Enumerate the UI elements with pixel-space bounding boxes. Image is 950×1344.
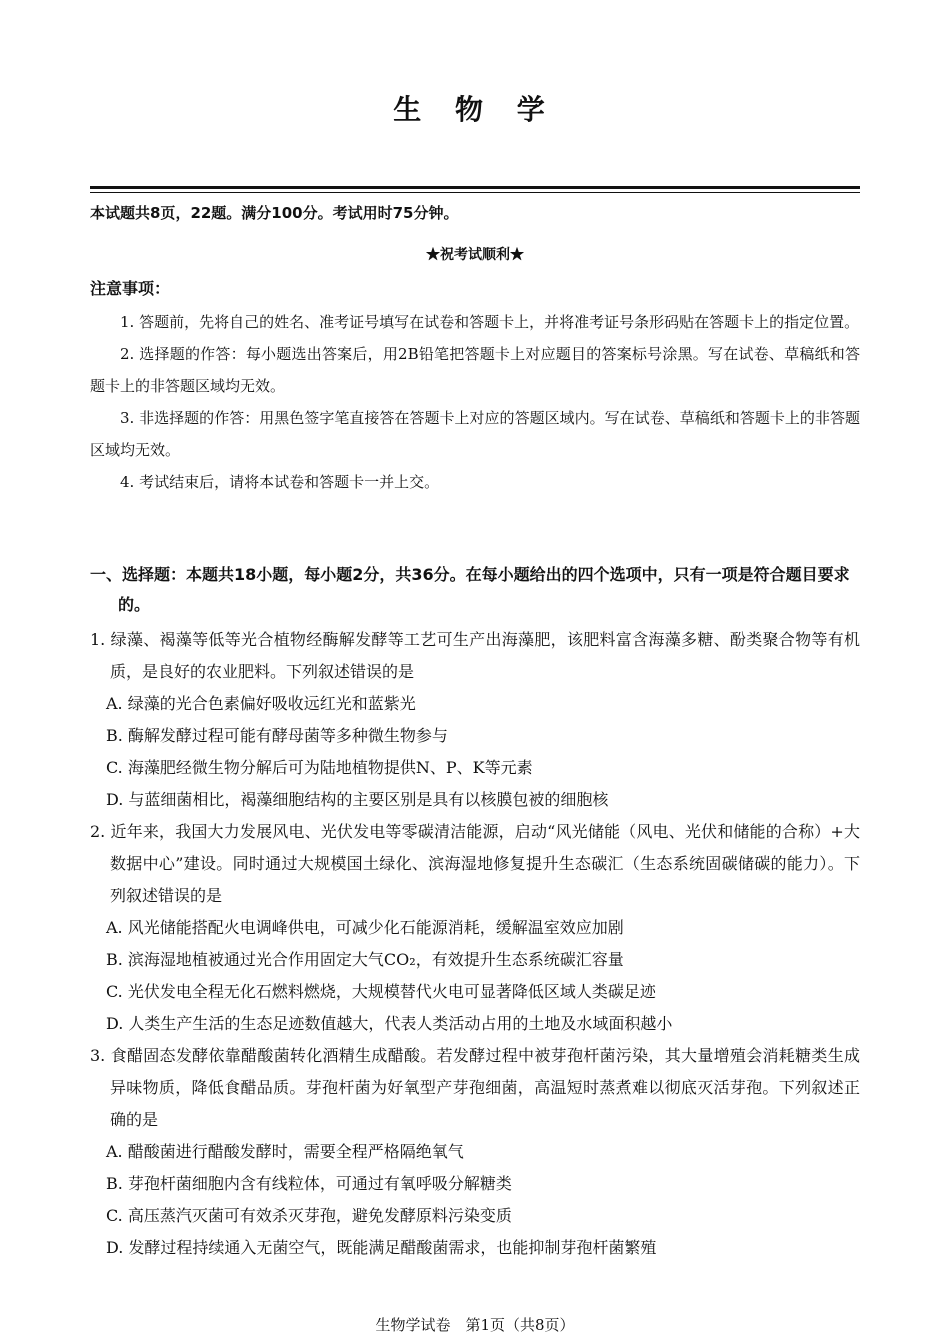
page-footer: 生物学试卷 第1页（共8页） — [375, 1316, 575, 1334]
question-list — [90, 624, 860, 1264]
notice-heading: 注意事项： — [90, 279, 171, 298]
option-c: C. 高压蒸汽灭菌可有效杀灭芽孢，避免发酵原料污染变质 — [106, 1206, 512, 1225]
question-1 — [90, 624, 860, 816]
option-a: A. 绿藻的光合色素偏好吸收远红光和蓝紫光 — [106, 694, 416, 713]
option-b: B. 芽孢杆菌细胞内含有线粒体，可通过有氧呼吸分解糖类 — [106, 1174, 512, 1193]
exam-info: 本试题共8页，22题。满分100分。考试用时75分钟。 — [90, 204, 459, 222]
notice-item: 2. 选择题的作答：每小题选出答案后，用2B铅笔把答题卡上对应题目的答案标号涂黑。写在试卷、草稿纸和答题卡上的非答题区域均无效。 — [90, 345, 860, 395]
notice-item: 4. 考试结束后，请将本试卷和答题卡一并上交。 — [120, 473, 440, 491]
question-2 — [90, 816, 860, 1040]
option-c: C. 海藻肥经微生物分解后可为陆地植物提供N、P、K等元素 — [106, 758, 533, 777]
option-d: D. 发酵过程持续通入无菌空气，既能满足醋酸菌需求，也能抑制芽孢杆菌繁殖 — [106, 1238, 657, 1257]
header-rule-thin — [90, 192, 860, 193]
question-stem: 1. 绿藻、褐藻等低等光合植物经酶解发酵等工艺可生产出海藻肥，该肥料富含海藻多糖、酚类聚合物等有机质，是良好的农业肥料。下列叙述错误的是 — [90, 630, 860, 681]
page-title: 生 物 学 — [393, 93, 557, 126]
option-c: C. 光伏发电全程无化石燃料燃烧，大规模替代火电可显著降低区域人类碳足迹 — [106, 982, 656, 1001]
option-d: D. 与蓝细菌相比，褐藻细胞结构的主要区别是具有以核膜包被的细胞核 — [106, 790, 609, 809]
option-a: A. 风光储能搭配火电调峰供电，可减少化石能源消耗，缓解温室效应加剧 — [106, 918, 624, 937]
question-stem: 3. 食醋固态发酵依靠醋酸菌转化酒精生成醋酸。若发酵过程中被芽孢杆菌污染，其大量增殖会消耗糖类生成异味物质，降低食醋品质。芽孢杆菌为好氧型产芽孢细菌，高温短时蒸煮难以彻底灭活芽孢。下列叙述正确的是 — [90, 1046, 860, 1129]
option-b: B. 酶解发酵过程可能有酵母菌等多种微生物参与 — [106, 726, 448, 745]
header-rule-thick — [90, 186, 860, 189]
option-b: B. 滨海湿地植被通过光合作用固定大气CO₂，有效提升生态系统碳汇容量 — [106, 950, 624, 969]
option-d: D. 人类生产生活的生态足迹数值越大，代表人类活动占用的土地及水域面积越小 — [106, 1014, 673, 1033]
section-heading: 一、选择题：本题共18小题，每小题2分，共36分。在每小题给出的四个选项中，只有一项是符合题目要求的。 — [90, 565, 850, 614]
notice-item: 3. 非选择题的作答：用黑色签字笔直接答在答题卡上对应的答题区域内。写在试卷、草稿纸和答题卡上的非答题区域均无效。 — [90, 409, 860, 459]
question-3 — [90, 1040, 860, 1264]
option-a: A. 醋酸菌进行醋酸发酵时，需要全程严格隔绝氧气 — [106, 1142, 464, 1161]
notice-item: 1. 答题前，先将自己的姓名、准考证号填写在试卷和答题卡上，并将准考证号条形码贴在答题卡上的指定位置。 — [120, 313, 860, 331]
question-stem: 2. 近年来，我国大力发展风电、光伏发电等零碳清洁能源，启动“风光储能（风电、光伏和储能的合称）+大数据中心”建设。同时通过大规模国土绿化、滨海湿地修复提升生态碳汇（生态系统固碳储碳的能力）。下列叙述错误的是 — [90, 822, 860, 905]
exam-wish: ★祝考试顺利★ — [426, 247, 524, 263]
notice-list — [90, 306, 860, 498]
